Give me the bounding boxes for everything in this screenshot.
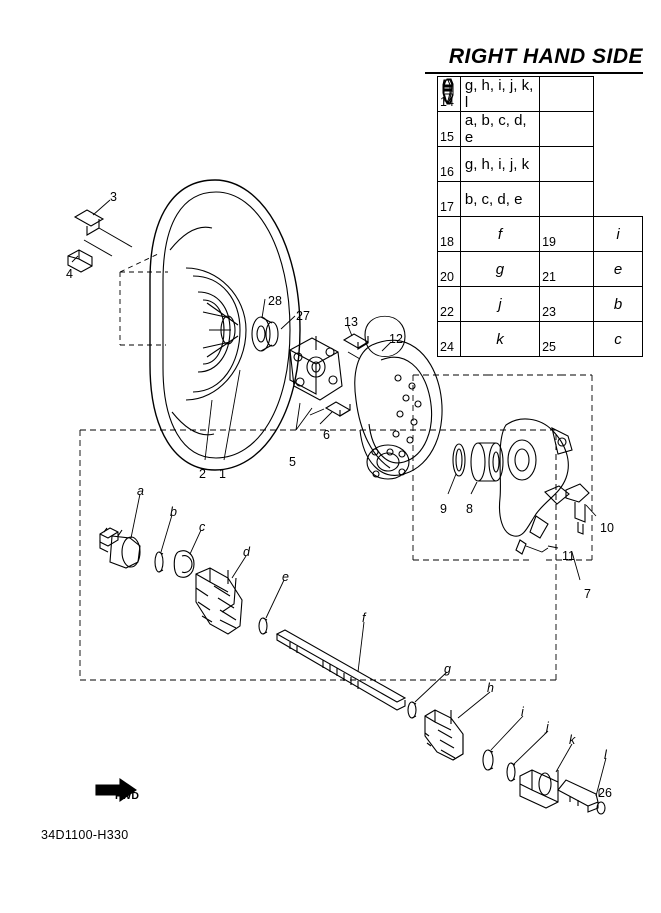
oil-seal-9 bbox=[453, 444, 465, 476]
callout-27: 27 bbox=[296, 309, 310, 323]
legend-num: 19 bbox=[540, 217, 594, 252]
letter-callout-d: d bbox=[243, 545, 250, 559]
drawing-code: 34D1100-H330 bbox=[41, 828, 129, 842]
callout-26: 26 bbox=[598, 786, 612, 800]
ball-joint-10 bbox=[566, 484, 589, 534]
callout-6: 6 bbox=[323, 428, 330, 442]
legend-value: k bbox=[460, 322, 539, 357]
legend-num: 24 bbox=[438, 322, 461, 357]
legend-part-icon bbox=[540, 77, 594, 112]
legend-value: j bbox=[460, 287, 539, 322]
callout-2: 2 bbox=[199, 467, 206, 481]
cotter-pin-11 bbox=[516, 540, 548, 554]
callout-9: 9 bbox=[440, 502, 447, 516]
cv-boot-d bbox=[196, 568, 242, 634]
callout-7: 7 bbox=[584, 587, 591, 601]
legend-table bbox=[437, 76, 643, 357]
letter-callout-k: k bbox=[569, 733, 576, 747]
wheel-bolt-3 bbox=[75, 210, 132, 256]
legend-num: 16 bbox=[438, 147, 461, 182]
callout-13: 13 bbox=[344, 315, 358, 329]
legend-letters: b, c, d, e bbox=[460, 182, 539, 217]
table-row bbox=[438, 217, 643, 252]
table-row bbox=[438, 77, 643, 112]
letter-callout-h: h bbox=[487, 681, 494, 695]
legend-value: c bbox=[593, 322, 642, 357]
page-title: RIGHT HAND SIDE bbox=[448, 45, 643, 68]
letter-callout-g: g bbox=[444, 662, 451, 676]
boot-part-icon bbox=[438, 77, 454, 103]
letter-callout-e: e bbox=[282, 570, 289, 584]
letter-callout-l: l bbox=[604, 748, 607, 762]
legend-part-icon bbox=[540, 147, 594, 182]
boot-clip-e bbox=[259, 618, 267, 634]
letter-callout-a: a bbox=[137, 484, 144, 498]
legend-value: f bbox=[460, 217, 539, 252]
table-row bbox=[438, 112, 643, 147]
legend-num: 25 bbox=[540, 322, 594, 357]
legend-letters: g, h, i, j, k bbox=[460, 147, 539, 182]
table-row bbox=[438, 287, 643, 322]
callout-11: 11 bbox=[562, 549, 575, 563]
inner-clip-i bbox=[483, 750, 493, 770]
legend-num: 15 bbox=[438, 112, 461, 147]
legend-value: g bbox=[460, 252, 539, 287]
hub-collar-28 bbox=[252, 317, 278, 351]
legend-value: i bbox=[593, 217, 642, 252]
cv-joint-a bbox=[100, 528, 140, 568]
fwd-label: FWD bbox=[115, 790, 139, 802]
letter-callout-j: j bbox=[546, 720, 549, 734]
table-row bbox=[438, 252, 643, 287]
inner-boot-h bbox=[425, 710, 463, 760]
legend-num: 18 bbox=[438, 217, 461, 252]
clamp-ring-c bbox=[174, 551, 194, 578]
steering-knuckle-7 bbox=[500, 419, 572, 538]
legend-num: 22 bbox=[438, 287, 461, 322]
callout-4: 4 bbox=[66, 267, 73, 281]
callout-3: 3 bbox=[110, 190, 117, 204]
callout-10: 10 bbox=[600, 521, 614, 535]
drive-shaft-f bbox=[277, 630, 405, 710]
legend-letters: g, h, i, j, k, l bbox=[460, 77, 539, 112]
legend-num: 23 bbox=[540, 287, 594, 322]
legend-value: e bbox=[593, 252, 642, 287]
legend-num: 17 bbox=[438, 182, 461, 217]
legend-num: 21 bbox=[540, 252, 594, 287]
legend-num: 14 bbox=[438, 77, 461, 112]
table-row bbox=[438, 147, 643, 182]
letter-callout-b: b bbox=[170, 505, 177, 519]
inner-circlip-j bbox=[507, 763, 515, 781]
callout-1: 1 bbox=[219, 467, 226, 481]
table-row bbox=[438, 322, 643, 357]
shaft-ring-g bbox=[408, 702, 416, 718]
legend-part-icon bbox=[540, 182, 594, 217]
tire-group bbox=[150, 180, 300, 470]
title-underline bbox=[425, 72, 643, 74]
letter-callout-i: i bbox=[521, 705, 524, 719]
callout-8: 8 bbox=[466, 502, 473, 516]
legend-letters: a, b, c, d, e bbox=[460, 112, 539, 147]
callout-12: 12 bbox=[389, 332, 403, 346]
legend-part-icon bbox=[540, 112, 594, 147]
inner-joint-k bbox=[520, 770, 558, 808]
legend-num: 20 bbox=[438, 252, 461, 287]
disc-bolt-13 bbox=[344, 334, 368, 359]
circlip-b bbox=[155, 552, 163, 572]
table-row bbox=[438, 182, 643, 217]
letter-callout-c: c bbox=[199, 520, 206, 534]
callout-5: 5 bbox=[289, 455, 296, 469]
wheel-bearing-8 bbox=[471, 443, 503, 481]
letter-callout-f: f bbox=[362, 611, 366, 625]
callout-28: 28 bbox=[268, 294, 282, 308]
legend-value: b bbox=[593, 287, 642, 322]
